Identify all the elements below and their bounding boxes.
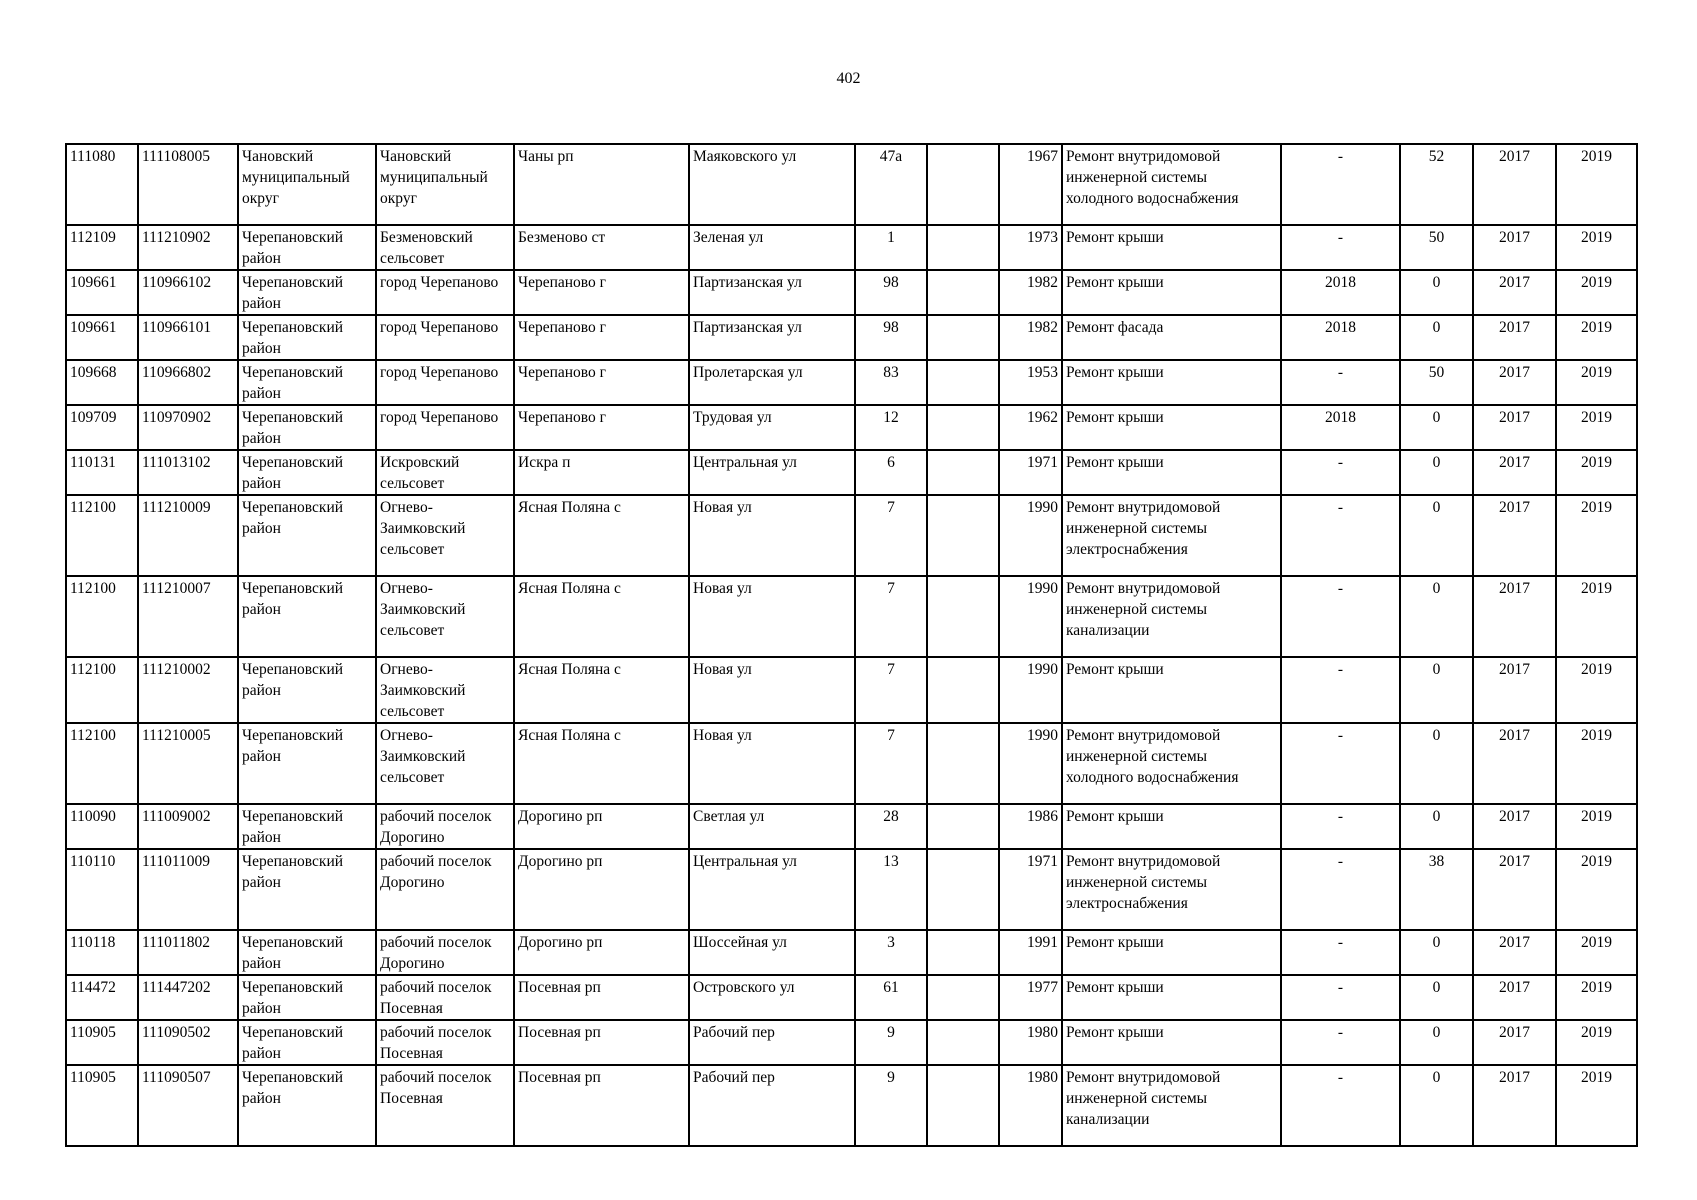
- record-id-cell: 111108005: [138, 144, 238, 225]
- settlement-cell: Чаны рп: [514, 144, 689, 225]
- planned-year-cell: -: [1281, 360, 1400, 405]
- period-end-cell: 2019: [1556, 975, 1637, 1020]
- work-type-cell: Ремонт крыши: [1062, 657, 1281, 723]
- period-end-cell: 2019: [1556, 930, 1637, 975]
- street-cell: Центральная ул: [689, 849, 855, 930]
- district-cell: Черепановский район: [238, 495, 376, 576]
- street-cell: Новая ул: [689, 723, 855, 804]
- record-id-cell: 111210009: [138, 495, 238, 576]
- wear-percent-cell: 0: [1400, 723, 1473, 804]
- street-cell: Новая ул: [689, 495, 855, 576]
- period-start-cell: 2017: [1473, 450, 1556, 495]
- municipality-cell: город Черепаново: [376, 360, 514, 405]
- repair-program-table: [65, 143, 1638, 1147]
- settlement-cell: Искра п: [514, 450, 689, 495]
- house-number-cell: 9: [855, 1065, 927, 1146]
- building-cell: [927, 576, 999, 657]
- year-built-cell: 1982: [999, 270, 1062, 315]
- period-end-cell: 2019: [1556, 576, 1637, 657]
- period-end-cell: 2019: [1556, 450, 1637, 495]
- wear-percent-cell: 0: [1400, 450, 1473, 495]
- building-cell: [927, 270, 999, 315]
- planned-year-cell: -: [1281, 930, 1400, 975]
- record-id-cell: 111210902: [138, 225, 238, 270]
- period-start-cell: 2017: [1473, 576, 1556, 657]
- house-number-cell: 1: [855, 225, 927, 270]
- table-row: [66, 657, 1637, 723]
- settlement-cell: Безменово ст: [514, 225, 689, 270]
- district-cell: Черепановский район: [238, 849, 376, 930]
- district-cell: Черепановский район: [238, 360, 376, 405]
- building-cell: [927, 360, 999, 405]
- building-cell: [927, 225, 999, 270]
- work-type-cell: Ремонт крыши: [1062, 975, 1281, 1020]
- house-number-cell: 98: [855, 315, 927, 360]
- record-id-cell: 110966102: [138, 270, 238, 315]
- period-end-cell: 2019: [1556, 1020, 1637, 1065]
- table-row: [66, 723, 1637, 804]
- settlement-cell: Посевная рп: [514, 975, 689, 1020]
- planned-year-cell: -: [1281, 804, 1400, 849]
- period-start-cell: 2017: [1473, 315, 1556, 360]
- municipality-cell: Огнево-Заимковский сельсовет: [376, 723, 514, 804]
- house-number-cell: 7: [855, 657, 927, 723]
- period-start-cell: 2017: [1473, 723, 1556, 804]
- municipality-cell: город Черепаново: [376, 270, 514, 315]
- building-cell: [927, 657, 999, 723]
- record-id-cell: 110966802: [138, 360, 238, 405]
- table-row: [66, 315, 1637, 360]
- record-id-cell: 111447202: [138, 975, 238, 1020]
- table-row: [66, 360, 1637, 405]
- planned-year-cell: -: [1281, 225, 1400, 270]
- street-cell: Новая ул: [689, 657, 855, 723]
- period-end-cell: 2019: [1556, 1065, 1637, 1146]
- work-type-cell: Ремонт крыши: [1062, 450, 1281, 495]
- wear-percent-cell: 0: [1400, 657, 1473, 723]
- planned-year-cell: -: [1281, 495, 1400, 576]
- wear-percent-cell: 38: [1400, 849, 1473, 930]
- year-built-cell: 1962: [999, 405, 1062, 450]
- table-row: [66, 495, 1637, 576]
- settlement-cell: Посевная рп: [514, 1020, 689, 1065]
- planned-year-cell: -: [1281, 723, 1400, 804]
- table-row: [66, 270, 1637, 315]
- object-id-cell: 110090: [66, 804, 138, 849]
- year-built-cell: 1977: [999, 975, 1062, 1020]
- work-type-cell: Ремонт внутридомовой инженерной системы канализации: [1062, 576, 1281, 657]
- district-cell: Черепановский район: [238, 270, 376, 315]
- street-cell: Рабочий пер: [689, 1065, 855, 1146]
- work-type-cell: Ремонт внутридомовой инженерной системы холодного водоснабжения: [1062, 723, 1281, 804]
- wear-percent-cell: 50: [1400, 360, 1473, 405]
- house-number-cell: 61: [855, 975, 927, 1020]
- building-cell: [927, 804, 999, 849]
- record-id-cell: 110970902: [138, 405, 238, 450]
- year-built-cell: 1953: [999, 360, 1062, 405]
- period-end-cell: 2019: [1556, 657, 1637, 723]
- period-start-cell: 2017: [1473, 1020, 1556, 1065]
- house-number-cell: 13: [855, 849, 927, 930]
- street-cell: Светлая ул: [689, 804, 855, 849]
- municipality-cell: рабочий поселок Дорогино: [376, 804, 514, 849]
- street-cell: Новая ул: [689, 576, 855, 657]
- period-start-cell: 2017: [1473, 657, 1556, 723]
- settlement-cell: Дорогино рп: [514, 804, 689, 849]
- municipality-cell: город Черепаново: [376, 405, 514, 450]
- table-row: [66, 975, 1637, 1020]
- wear-percent-cell: 0: [1400, 315, 1473, 360]
- street-cell: Шоссейная ул: [689, 930, 855, 975]
- period-end-cell: 2019: [1556, 804, 1637, 849]
- street-cell: Рабочий пер: [689, 1020, 855, 1065]
- period-start-cell: 2017: [1473, 1065, 1556, 1146]
- settlement-cell: Ясная Поляна с: [514, 723, 689, 804]
- district-cell: Черепановский район: [238, 657, 376, 723]
- building-cell: [927, 849, 999, 930]
- year-built-cell: 1991: [999, 930, 1062, 975]
- house-number-cell: 7: [855, 723, 927, 804]
- record-id-cell: 111009002: [138, 804, 238, 849]
- table-row: [66, 1065, 1637, 1146]
- object-id-cell: 109668: [66, 360, 138, 405]
- street-cell: Партизанская ул: [689, 270, 855, 315]
- object-id-cell: 110118: [66, 930, 138, 975]
- year-built-cell: 1982: [999, 315, 1062, 360]
- period-start-cell: 2017: [1473, 144, 1556, 225]
- street-cell: Партизанская ул: [689, 315, 855, 360]
- period-start-cell: 2017: [1473, 849, 1556, 930]
- work-type-cell: Ремонт крыши: [1062, 1020, 1281, 1065]
- period-end-cell: 2019: [1556, 315, 1637, 360]
- object-id-cell: 112100: [66, 576, 138, 657]
- wear-percent-cell: 0: [1400, 1020, 1473, 1065]
- house-number-cell: 6: [855, 450, 927, 495]
- district-cell: Черепановский район: [238, 930, 376, 975]
- year-built-cell: 1973: [999, 225, 1062, 270]
- district-cell: Черепановский район: [238, 315, 376, 360]
- table-row: [66, 405, 1637, 450]
- municipality-cell: Безменовский сельсовет: [376, 225, 514, 270]
- settlement-cell: Ясная Поляна с: [514, 657, 689, 723]
- building-cell: [927, 1065, 999, 1146]
- record-id-cell: 111090502: [138, 1020, 238, 1065]
- year-built-cell: 1990: [999, 576, 1062, 657]
- work-type-cell: Ремонт крыши: [1062, 225, 1281, 270]
- period-start-cell: 2017: [1473, 360, 1556, 405]
- period-end-cell: 2019: [1556, 405, 1637, 450]
- record-id-cell: 111011802: [138, 930, 238, 975]
- record-id-cell: 111090507: [138, 1065, 238, 1146]
- work-type-cell: Ремонт внутридомовой инженерной системы электроснабжения: [1062, 495, 1281, 576]
- table-row: [66, 804, 1637, 849]
- building-cell: [927, 315, 999, 360]
- period-end-cell: 2019: [1556, 849, 1637, 930]
- district-cell: Черепановский район: [238, 1020, 376, 1065]
- planned-year-cell: -: [1281, 975, 1400, 1020]
- street-cell: Центральная ул: [689, 450, 855, 495]
- record-id-cell: 110966101: [138, 315, 238, 360]
- object-id-cell: 112100: [66, 723, 138, 804]
- period-start-cell: 2017: [1473, 270, 1556, 315]
- municipality-cell: Огнево-Заимковский сельсовет: [376, 495, 514, 576]
- record-id-cell: 111210002: [138, 657, 238, 723]
- object-id-cell: 109709: [66, 405, 138, 450]
- year-built-cell: 1990: [999, 723, 1062, 804]
- settlement-cell: Черепаново г: [514, 360, 689, 405]
- table-row: [66, 1020, 1637, 1065]
- municipality-cell: рабочий поселок Дорогино: [376, 930, 514, 975]
- record-id-cell: 111210007: [138, 576, 238, 657]
- settlement-cell: Черепаново г: [514, 315, 689, 360]
- district-cell: Черепановский район: [238, 1065, 376, 1146]
- district-cell: Черепановский район: [238, 405, 376, 450]
- record-id-cell: 111011009: [138, 849, 238, 930]
- work-type-cell: Ремонт крыши: [1062, 270, 1281, 315]
- wear-percent-cell: 0: [1400, 405, 1473, 450]
- house-number-cell: 83: [855, 360, 927, 405]
- object-id-cell: 112100: [66, 495, 138, 576]
- planned-year-cell: -: [1281, 1065, 1400, 1146]
- building-cell: [927, 405, 999, 450]
- municipality-cell: Чановский муниципальный округ: [376, 144, 514, 225]
- period-start-cell: 2017: [1473, 930, 1556, 975]
- house-number-cell: 98: [855, 270, 927, 315]
- wear-percent-cell: 0: [1400, 1065, 1473, 1146]
- year-built-cell: 1990: [999, 495, 1062, 576]
- period-end-cell: 2019: [1556, 723, 1637, 804]
- work-type-cell: Ремонт внутридомовой инженерной системы электроснабжения: [1062, 849, 1281, 930]
- district-cell: Черепановский район: [238, 975, 376, 1020]
- period-start-cell: 2017: [1473, 495, 1556, 576]
- work-type-cell: Ремонт внутридомовой инженерной системы холодного водоснабжения: [1062, 144, 1281, 225]
- record-id-cell: 111210005: [138, 723, 238, 804]
- period-end-cell: 2019: [1556, 144, 1637, 225]
- district-cell: Черепановский район: [238, 576, 376, 657]
- table-row: [66, 144, 1637, 225]
- planned-year-cell: 2018: [1281, 405, 1400, 450]
- work-type-cell: Ремонт крыши: [1062, 360, 1281, 405]
- building-cell: [927, 144, 999, 225]
- planned-year-cell: -: [1281, 144, 1400, 225]
- work-type-cell: Ремонт фасада: [1062, 315, 1281, 360]
- settlement-cell: Черепаново г: [514, 270, 689, 315]
- planned-year-cell: -: [1281, 450, 1400, 495]
- wear-percent-cell: 0: [1400, 975, 1473, 1020]
- building-cell: [927, 495, 999, 576]
- municipality-cell: Огнево-Заимковский сельсовет: [376, 576, 514, 657]
- municipality-cell: рабочий поселок Посевная: [376, 975, 514, 1020]
- table-row: [66, 849, 1637, 930]
- street-cell: Трудовая ул: [689, 405, 855, 450]
- wear-percent-cell: 0: [1400, 270, 1473, 315]
- object-id-cell: 110905: [66, 1065, 138, 1146]
- municipality-cell: город Черепаново: [376, 315, 514, 360]
- object-id-cell: 110905: [66, 1020, 138, 1065]
- period-start-cell: 2017: [1473, 804, 1556, 849]
- object-id-cell: 109661: [66, 270, 138, 315]
- planned-year-cell: -: [1281, 576, 1400, 657]
- settlement-cell: Ясная Поляна с: [514, 576, 689, 657]
- period-start-cell: 2017: [1473, 975, 1556, 1020]
- table-row: [66, 576, 1637, 657]
- planned-year-cell: -: [1281, 657, 1400, 723]
- record-id-cell: 111013102: [138, 450, 238, 495]
- district-cell: Чановский муниципальный округ: [238, 144, 376, 225]
- planned-year-cell: 2018: [1281, 315, 1400, 360]
- settlement-cell: Дорогино рп: [514, 849, 689, 930]
- wear-percent-cell: 0: [1400, 495, 1473, 576]
- wear-percent-cell: 0: [1400, 576, 1473, 657]
- municipality-cell: рабочий поселок Дорогино: [376, 849, 514, 930]
- period-end-cell: 2019: [1556, 495, 1637, 576]
- municipality-cell: Искровский сельсовет: [376, 450, 514, 495]
- year-built-cell: 1967: [999, 144, 1062, 225]
- municipality-cell: рабочий поселок Посевная: [376, 1020, 514, 1065]
- house-number-cell: 47а: [855, 144, 927, 225]
- period-start-cell: 2017: [1473, 225, 1556, 270]
- year-built-cell: 1980: [999, 1065, 1062, 1146]
- wear-percent-cell: 50: [1400, 225, 1473, 270]
- year-built-cell: 1990: [999, 657, 1062, 723]
- table-row: [66, 930, 1637, 975]
- object-id-cell: 112100: [66, 657, 138, 723]
- year-built-cell: 1980: [999, 1020, 1062, 1065]
- district-cell: Черепановский район: [238, 804, 376, 849]
- municipality-cell: рабочий поселок Посевная: [376, 1065, 514, 1146]
- house-number-cell: 28: [855, 804, 927, 849]
- table-body: [66, 144, 1637, 1146]
- wear-percent-cell: 0: [1400, 930, 1473, 975]
- table-row: [66, 225, 1637, 270]
- district-cell: Черепановский район: [238, 450, 376, 495]
- district-cell: Черепановский район: [238, 723, 376, 804]
- work-type-cell: Ремонт крыши: [1062, 804, 1281, 849]
- street-cell: Пролетарская ул: [689, 360, 855, 405]
- building-cell: [927, 450, 999, 495]
- object-id-cell: 112109: [66, 225, 138, 270]
- work-type-cell: Ремонт крыши: [1062, 930, 1281, 975]
- planned-year-cell: -: [1281, 849, 1400, 930]
- object-id-cell: 114472: [66, 975, 138, 1020]
- object-id-cell: 109661: [66, 315, 138, 360]
- settlement-cell: Дорогино рп: [514, 930, 689, 975]
- planned-year-cell: -: [1281, 1020, 1400, 1065]
- wear-percent-cell: 52: [1400, 144, 1473, 225]
- object-id-cell: 111080: [66, 144, 138, 225]
- street-cell: Зеленая ул: [689, 225, 855, 270]
- wear-percent-cell: 0: [1400, 804, 1473, 849]
- house-number-cell: 9: [855, 1020, 927, 1065]
- settlement-cell: Ясная Поляна с: [514, 495, 689, 576]
- house-number-cell: 12: [855, 405, 927, 450]
- settlement-cell: Черепаново г: [514, 405, 689, 450]
- period-end-cell: 2019: [1556, 270, 1637, 315]
- year-built-cell: 1986: [999, 804, 1062, 849]
- page-number: 402: [836, 70, 861, 87]
- house-number-cell: 7: [855, 495, 927, 576]
- building-cell: [927, 1020, 999, 1065]
- work-type-cell: Ремонт крыши: [1062, 405, 1281, 450]
- municipality-cell: Огнево-Заимковский сельсовет: [376, 657, 514, 723]
- building-cell: [927, 723, 999, 804]
- building-cell: [927, 975, 999, 1020]
- street-cell: Маяковского ул: [689, 144, 855, 225]
- period-end-cell: 2019: [1556, 225, 1637, 270]
- settlement-cell: Посевная рп: [514, 1065, 689, 1146]
- year-built-cell: 1971: [999, 450, 1062, 495]
- year-built-cell: 1971: [999, 849, 1062, 930]
- object-id-cell: 110110: [66, 849, 138, 930]
- table-row: [66, 450, 1637, 495]
- period-end-cell: 2019: [1556, 360, 1637, 405]
- street-cell: Островского ул: [689, 975, 855, 1020]
- building-cell: [927, 930, 999, 975]
- period-start-cell: 2017: [1473, 405, 1556, 450]
- district-cell: Черепановский район: [238, 225, 376, 270]
- house-number-cell: 3: [855, 930, 927, 975]
- planned-year-cell: 2018: [1281, 270, 1400, 315]
- work-type-cell: Ремонт внутридомовой инженерной системы канализации: [1062, 1065, 1281, 1146]
- object-id-cell: 110131: [66, 450, 138, 495]
- house-number-cell: 7: [855, 576, 927, 657]
